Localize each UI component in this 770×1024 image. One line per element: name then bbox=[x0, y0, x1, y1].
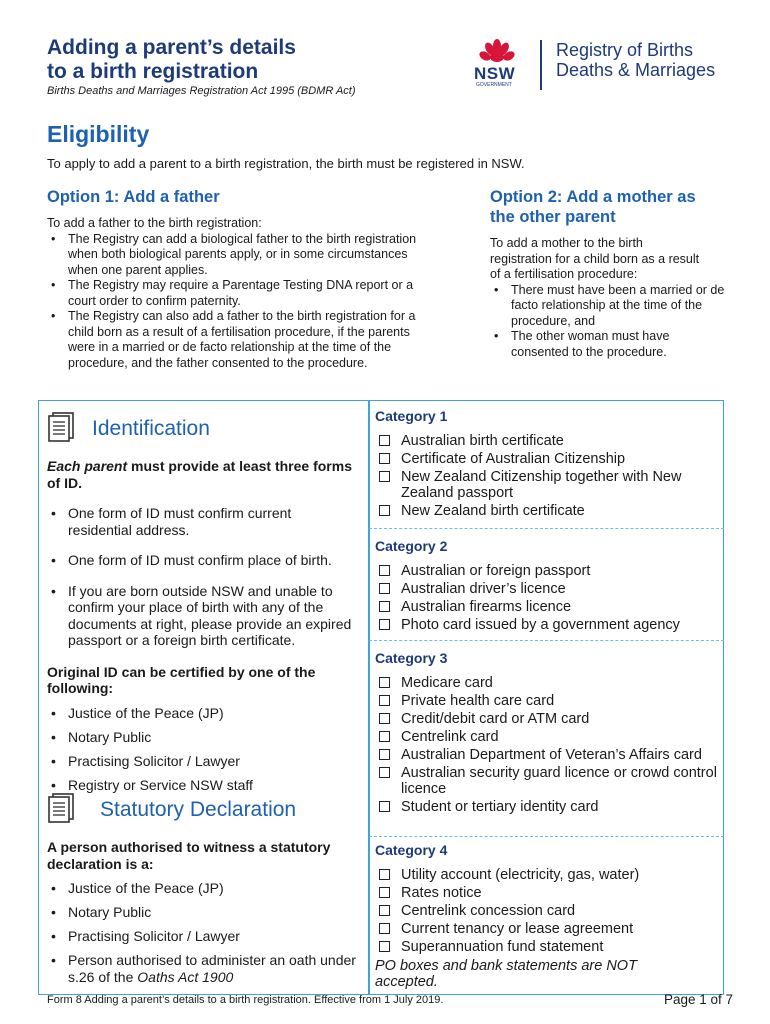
checkbox-row: Centrelink concession card bbox=[375, 902, 720, 920]
checkbox-row: Credit/debit card or ATM card bbox=[375, 710, 720, 728]
checkbox[interactable] bbox=[379, 941, 390, 952]
list-item: • Notary Public bbox=[47, 729, 357, 746]
checkbox-row: Superannuation fund statement bbox=[375, 938, 720, 956]
option-2-intro: To add a mother to the birth registration for a child born as a result of a fertilisation procedure: bbox=[490, 236, 700, 281]
list-item: • The Registry can add a biological father to the birth registration when both biological parents apply, or in some circumstances when one parent applies. bbox=[47, 232, 427, 279]
checkbox-row: Certificate of Australian Citizenship bbox=[375, 450, 720, 468]
eligibility-text: To apply to add a parent to a birth registration, the birth must be registered in NSW. bbox=[47, 156, 525, 171]
checkbox[interactable] bbox=[379, 583, 390, 594]
category-divider bbox=[369, 528, 724, 529]
checkbox-row: Private health care card bbox=[375, 692, 720, 710]
list-item: • One form of ID must confirm place of birth. bbox=[47, 552, 357, 569]
checkbox-row: Rates notice bbox=[375, 884, 720, 902]
checkbox-row: Photo card issued by a government agency bbox=[375, 616, 720, 634]
category-4 bbox=[375, 842, 720, 990]
statutory-heading: Statutory Declaration bbox=[100, 798, 297, 821]
checkbox[interactable] bbox=[379, 767, 390, 778]
category-title: Category 2 bbox=[375, 538, 448, 554]
list-item: • The Registry can also add a father to the birth registration for a child born as a result of a fertilisation procedure, if the parents were in a married or de facto relationship at the time of the procedure, and the father consented to the procedure. bbox=[47, 309, 427, 371]
list-item: • One form of ID must confirm current residential address. bbox=[47, 505, 357, 538]
identification-heading: Identification bbox=[92, 417, 210, 440]
certify-heading: Original ID can be certified by one of the following: bbox=[47, 663, 316, 696]
list-item: • Practising Solicitor / Lawyer bbox=[47, 753, 357, 770]
checkbox-row: Australian security guard licence or crowd control licence bbox=[375, 764, 720, 798]
nsw-wordmark: NSW bbox=[474, 64, 516, 83]
category-list bbox=[375, 674, 720, 816]
category-title: Category 3 bbox=[375, 650, 448, 666]
checkbox[interactable] bbox=[379, 869, 390, 880]
category-list bbox=[375, 432, 720, 520]
checkbox-row: Australian driver’s licence bbox=[375, 580, 720, 598]
checkbox[interactable] bbox=[379, 923, 390, 934]
witness-list bbox=[47, 880, 357, 985]
option-2-list bbox=[490, 283, 725, 361]
checkbox[interactable] bbox=[379, 905, 390, 916]
checkbox[interactable] bbox=[379, 677, 390, 688]
list-item: • The other woman must have consented to the procedure. bbox=[490, 329, 725, 360]
government-label: GOVERNMENT bbox=[476, 82, 512, 88]
list-item: • There must have been a married or de facto relationship at the time of the procedure, and bbox=[490, 283, 725, 330]
list-item: • If you are born outside NSW and unable to confirm your place of birth with any of the documents at right, please provide an expired passport or a foreign birth certificate. bbox=[47, 583, 357, 649]
list-item: • Justice of the Peace (JP) bbox=[47, 705, 357, 722]
checkbox[interactable] bbox=[379, 619, 390, 630]
category-title: Category 1 bbox=[375, 408, 448, 424]
page-number: Page 1 of 7 bbox=[664, 992, 734, 1007]
checkbox[interactable] bbox=[379, 713, 390, 724]
checkbox-row: Current tenancy or lease agreement bbox=[375, 920, 720, 938]
document-icon bbox=[48, 793, 76, 828]
statutory-lead: A person authorised to witness a statutory declaration is a: bbox=[47, 839, 331, 872]
list-item: • Practising Solicitor / Lawyer bbox=[47, 928, 357, 945]
identification-list bbox=[47, 505, 357, 649]
identification-lead: Each parent must provide at least three forms of ID. bbox=[47, 458, 352, 491]
checkbox-row: Australian firearms licence bbox=[375, 598, 720, 616]
checkbox-row: Centrelink card bbox=[375, 728, 720, 746]
option-2 bbox=[490, 187, 730, 360]
page-title: Adding a parent’s details to a birth registration bbox=[47, 36, 296, 83]
footer-text: Form 8 Adding a parent’s details to a birth registration. Effective from 1 July 2019. bbox=[47, 994, 444, 1006]
act-subtitle: Births Deaths and Marriages Registration Act 1995 (BDMR Act) bbox=[47, 85, 356, 97]
checkbox[interactable] bbox=[379, 601, 390, 612]
category-title: Category 4 bbox=[375, 842, 448, 858]
document-icon bbox=[48, 412, 76, 447]
category-2 bbox=[375, 538, 720, 634]
registry-name: Registry of Births Deaths & Marriages bbox=[556, 40, 716, 80]
list-item: • Registry or Service NSW staff bbox=[47, 777, 357, 794]
option-1-heading: Option 1: Add a father bbox=[47, 188, 220, 206]
category-note: PO boxes and bank statements are NOT accepted. bbox=[375, 958, 637, 990]
checkbox-row: Medicare card bbox=[375, 674, 720, 692]
checkbox[interactable] bbox=[379, 887, 390, 898]
list-item: • Justice of the Peace (JP) bbox=[47, 880, 357, 897]
checkbox-row: Utility account (electricity, gas, water) bbox=[375, 866, 720, 884]
option-2-heading: Option 2: Add a mother as the other parent bbox=[490, 188, 696, 226]
certifier-list bbox=[47, 705, 357, 794]
category-divider bbox=[369, 836, 724, 837]
checkbox-row: Student or tertiary identity card bbox=[375, 798, 720, 816]
list-item: • The Registry may require a Parentage Testing DNA report or a court order to confirm paternity. bbox=[47, 278, 427, 309]
checkbox-row: New Zealand birth certificate bbox=[375, 502, 720, 520]
checkbox-row: Australian Department of Veteran’s Affairs card bbox=[375, 746, 720, 764]
eligibility-heading: Eligibility bbox=[47, 121, 150, 147]
checkbox[interactable] bbox=[379, 695, 390, 706]
category-list bbox=[375, 562, 720, 634]
checkbox[interactable] bbox=[379, 565, 390, 576]
checkbox[interactable] bbox=[379, 731, 390, 742]
logo-divider bbox=[540, 40, 542, 90]
checkbox[interactable] bbox=[379, 471, 390, 482]
option-1 bbox=[47, 187, 427, 371]
list-item: • Person authorised to administer an oath under s.26 of the Oaths Act 1900 bbox=[47, 952, 357, 985]
option-1-intro: To add a father to the birth registration: bbox=[47, 216, 262, 230]
checkbox-row: Australian birth certificate bbox=[375, 432, 720, 450]
checkbox-row: New Zealand Citizenship together with New Zealand passport bbox=[375, 468, 720, 502]
panel-divider bbox=[368, 400, 370, 995]
option-1-list bbox=[47, 232, 427, 372]
category-list bbox=[375, 866, 720, 956]
checkbox[interactable] bbox=[379, 801, 390, 812]
statutory-body bbox=[47, 839, 357, 985]
category-1 bbox=[375, 408, 720, 520]
checkbox[interactable] bbox=[379, 435, 390, 446]
checkbox[interactable] bbox=[379, 453, 390, 464]
category-3 bbox=[375, 650, 720, 816]
identification-body bbox=[47, 458, 357, 793]
category-divider bbox=[369, 640, 724, 641]
checkbox-row: Australian or foreign passport bbox=[375, 562, 720, 580]
list-item: • Notary Public bbox=[47, 904, 357, 921]
checkbox[interactable] bbox=[379, 505, 390, 516]
checkbox[interactable] bbox=[379, 749, 390, 760]
